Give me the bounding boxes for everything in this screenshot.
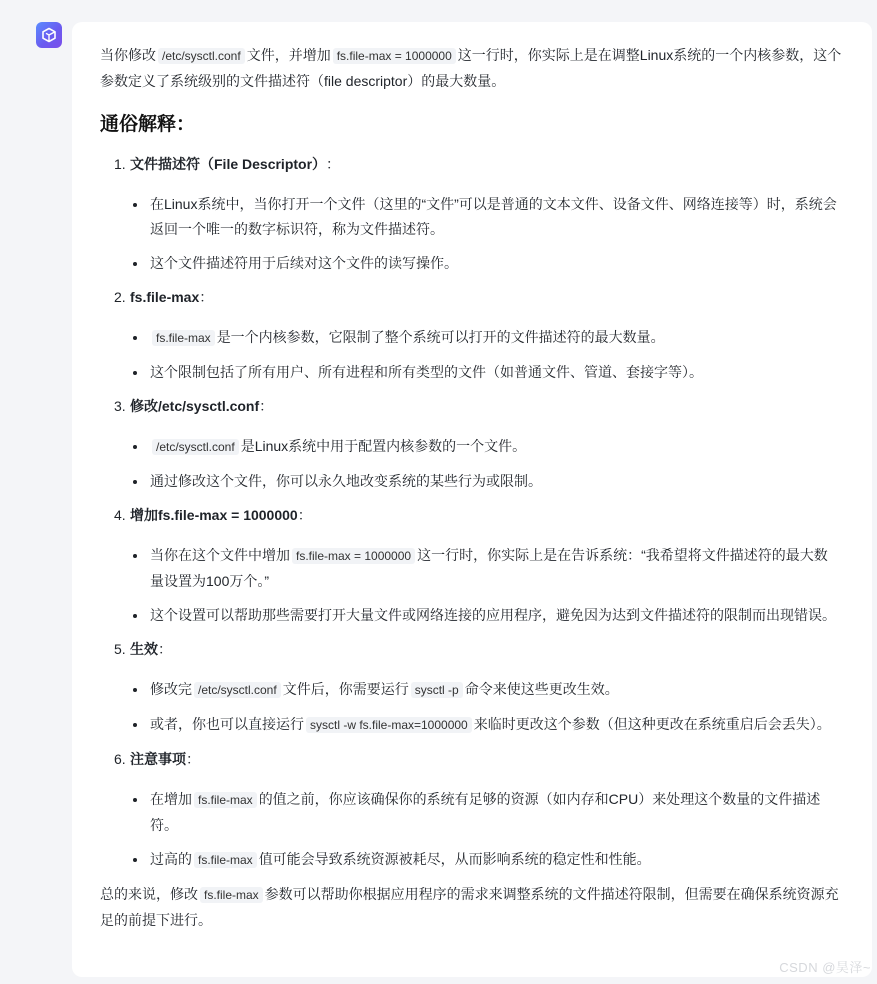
- section-title: [100, 503, 844, 527]
- inline-code: fs.file-max: [200, 887, 263, 903]
- bullet-text: 这一行时，你实际上是在告诉系统：“我希望将文件描述符的最大数量设置为100万个。”: [150, 547, 828, 589]
- bullet-text: 这个设置可以帮助那些需要打开大量文件或网络连接的应用程序，避免因为达到文件描述符的限制而出现错误。: [150, 607, 836, 623]
- section-title: [100, 637, 844, 661]
- inline-code: /etc/sysctl.conf: [158, 48, 245, 64]
- summary-text: 参数可以帮助你根据应用程序的需求来调整系统的文件描述符限制，但需要在确保系统资源充足的前提下进行。: [100, 886, 839, 928]
- bullet-text: 在增加: [150, 791, 192, 807]
- section-title: [100, 394, 844, 418]
- section-title: [100, 285, 844, 309]
- section-heading: 通俗解释：: [100, 114, 196, 135]
- bullet-text: 这个文件描述符用于后续对这个文件的读写操作。: [150, 255, 458, 271]
- explanation-list: [100, 152, 844, 873]
- section-title: [100, 747, 844, 771]
- bullet-list: [100, 434, 844, 494]
- bullet-text: 是Linux系统中用于配置内核参数的一个文件。: [240, 438, 527, 454]
- bullet-item: [100, 434, 844, 460]
- item-suffix: ：: [259, 398, 274, 414]
- bullet-item: [100, 192, 844, 242]
- bullet-item: [100, 469, 844, 494]
- bullet-item: [100, 543, 844, 594]
- bullet-text: 命令来使这些更改生效。: [464, 681, 619, 697]
- item-title: 修改/etc/sysctl.conf: [130, 398, 260, 414]
- inline-code: sysctl -p: [411, 682, 463, 698]
- bullet-item: [100, 847, 844, 873]
- item-suffix: ：: [199, 289, 214, 305]
- inline-code: fs.file-max: [194, 852, 257, 868]
- bullet-list: [100, 677, 844, 738]
- assistant-message-card: [72, 22, 872, 977]
- item-number: 3.: [114, 398, 126, 414]
- list-item: [100, 285, 844, 385]
- intro-text: 这一行时，你实际上是在调整Linux系统的一个内核参数，这个参数定义了系统级别的文件描述符（file descriptor）的最大数量。: [100, 47, 842, 89]
- bullet-item: [100, 787, 844, 838]
- inline-code: fs.file-max = 1000000: [292, 548, 415, 564]
- bullet-item: [100, 251, 844, 276]
- item-suffix: ：: [186, 751, 200, 767]
- item-title: 生效: [130, 641, 158, 657]
- bullet-text: 来临时更改这个参数（但这种更改在系统重启后会丢失）。: [473, 716, 831, 732]
- item-suffix: ：: [326, 156, 341, 172]
- bullet-text: 修改完: [150, 681, 192, 697]
- bullet-text: 文件后，你需要运行: [282, 681, 409, 697]
- item-title: 文件描述符（File Descriptor）: [130, 156, 327, 172]
- item-title: 增加fs.file-max = 1000000: [130, 507, 298, 523]
- bullet-text: 过高的: [150, 851, 192, 867]
- bullet-list: [100, 325, 844, 385]
- inline-code: fs.file-max: [194, 792, 257, 808]
- bullet-text: 在Linux系统中，当你打开一个文件（这里的“文件”可以是普通的文本文件、设备文件、网络连接等）时，系统会返回一个唯一的数字标识符，称为文件描述符。: [150, 196, 837, 237]
- watermark: CSDN @昊泽~: [779, 960, 871, 975]
- item-suffix: ：: [297, 507, 312, 523]
- bullet-item: [100, 360, 844, 385]
- inline-code: /etc/sysctl.conf: [152, 439, 239, 455]
- inline-code: fs.file-max = 1000000: [333, 48, 456, 64]
- item-title: 注意事项: [130, 751, 186, 767]
- inline-code: sysctl -w fs.file-max=1000000: [306, 717, 472, 733]
- bullet-list: [100, 192, 844, 276]
- intro-text: 当你修改: [100, 47, 156, 63]
- bullet-text: 通过修改这个文件，你可以永久地改变系统的某些行为或限制。: [150, 473, 542, 489]
- item-title: fs.file-max: [130, 289, 200, 305]
- intro-text: 文件，并增加: [246, 47, 331, 63]
- bullet-text: 值可能会导致系统资源被耗尽，从而影响系统的稳定性和性能。: [258, 851, 651, 867]
- item-number: 1.: [114, 156, 126, 172]
- item-number: 6.: [114, 751, 126, 767]
- inline-code: /etc/sysctl.conf: [194, 682, 281, 698]
- bullet-text: 当你在这个文件中增加: [150, 547, 290, 563]
- list-item: [100, 394, 844, 494]
- list-item: [100, 747, 844, 873]
- item-number: 4.: [114, 507, 126, 523]
- bullet-text: 或者，你也可以直接运行: [150, 716, 304, 732]
- bullet-text: 是一个内核参数，它限制了整个系统可以打开的文件描述符的最大数量。: [216, 329, 665, 345]
- summary-text: 总的来说，修改: [100, 886, 198, 902]
- cube-logo-icon: [41, 27, 57, 43]
- list-item: [100, 152, 844, 276]
- bullet-text: 这个限制包括了所有用户、所有进程和所有类型的文件（如普通文件、管道、套接字等）。: [150, 364, 703, 380]
- item-number: 2.: [114, 289, 126, 305]
- intro-paragraph: [100, 43, 844, 94]
- bullet-text: 的值之前，你应该确保你的系统有足够的资源（如内存和CPU）来处理这个数量的文件描述符。: [150, 791, 821, 833]
- summary-paragraph: [100, 882, 844, 933]
- inline-code: fs.file-max: [152, 330, 215, 346]
- bullet-item: [100, 677, 844, 703]
- item-number: 5.: [114, 641, 126, 657]
- assistant-avatar: [36, 22, 62, 48]
- item-suffix: ：: [158, 641, 172, 657]
- bullet-list: [100, 787, 844, 873]
- section-title: [100, 152, 844, 176]
- bullet-item: [100, 325, 844, 351]
- list-item: [100, 503, 844, 628]
- bullet-list: [100, 543, 844, 628]
- bullet-item: [100, 603, 844, 628]
- bullet-item: [100, 712, 844, 738]
- list-item: [100, 637, 844, 738]
